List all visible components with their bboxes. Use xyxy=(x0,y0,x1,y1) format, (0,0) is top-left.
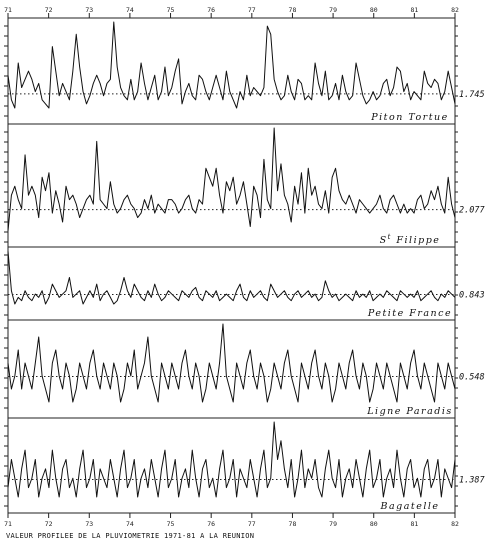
year-label-top: 71 xyxy=(4,6,12,14)
year-label-bottom: 80 xyxy=(369,520,378,528)
year-label-top: 77 xyxy=(247,6,256,14)
mean-label: 1.387 xyxy=(459,475,485,486)
mean-label: 1.745 xyxy=(459,89,485,100)
year-label-top: 81 xyxy=(410,6,419,14)
year-label-bottom: 81 xyxy=(410,520,419,528)
station-panel xyxy=(8,422,485,512)
mean-label: 2.077 xyxy=(459,205,485,216)
year-label-bottom: 74 xyxy=(125,520,134,528)
year-label-bottom: 71 xyxy=(4,520,12,528)
station-panel xyxy=(8,324,485,417)
station-label: Bagatelle xyxy=(380,501,440,512)
station-panel xyxy=(8,22,485,123)
year-label-top: 80 xyxy=(369,6,378,14)
year-label-top: 78 xyxy=(288,6,297,14)
year-label-top: 73 xyxy=(85,6,94,14)
series-line xyxy=(8,22,455,108)
series-line xyxy=(8,128,455,231)
mean-label: 0.843 xyxy=(459,290,485,301)
year-label-bottom: 72 xyxy=(44,520,53,528)
year-label-top: 79 xyxy=(329,6,338,14)
series-line xyxy=(8,324,455,402)
year-label-top: 72 xyxy=(44,6,53,14)
year-ticks xyxy=(4,6,459,528)
station-label: $S^t$ Filippe xyxy=(379,233,441,246)
chart-caption: VALEUR PROFILEE DE LA PLUVIOMETRIE 1971-81 A LA REUNION xyxy=(6,532,255,540)
year-label-bottom: 76 xyxy=(207,520,216,528)
station-panels xyxy=(8,22,485,512)
year-label-bottom: 75 xyxy=(166,520,175,528)
year-label-bottom: 82 xyxy=(451,520,459,528)
series-line xyxy=(8,251,455,304)
station-label: Ligne Paradis xyxy=(367,406,453,417)
chart-frame xyxy=(8,18,455,513)
station-label: Piton Tortue xyxy=(371,112,449,123)
year-label-top: 74 xyxy=(125,6,134,14)
year-label-top: 75 xyxy=(166,6,175,14)
station-label: Petite France xyxy=(367,308,453,319)
year-label-top: 76 xyxy=(207,6,216,14)
year-label-bottom: 77 xyxy=(247,520,256,528)
year-label-bottom: 79 xyxy=(329,520,338,528)
station-panel xyxy=(8,251,485,319)
year-label-bottom: 73 xyxy=(85,520,94,528)
series-line xyxy=(8,422,455,497)
station-panel xyxy=(8,128,485,246)
year-label-bottom: 78 xyxy=(288,520,297,528)
mean-label: 0.548 xyxy=(459,372,485,383)
year-label-top: 82 xyxy=(451,6,459,14)
